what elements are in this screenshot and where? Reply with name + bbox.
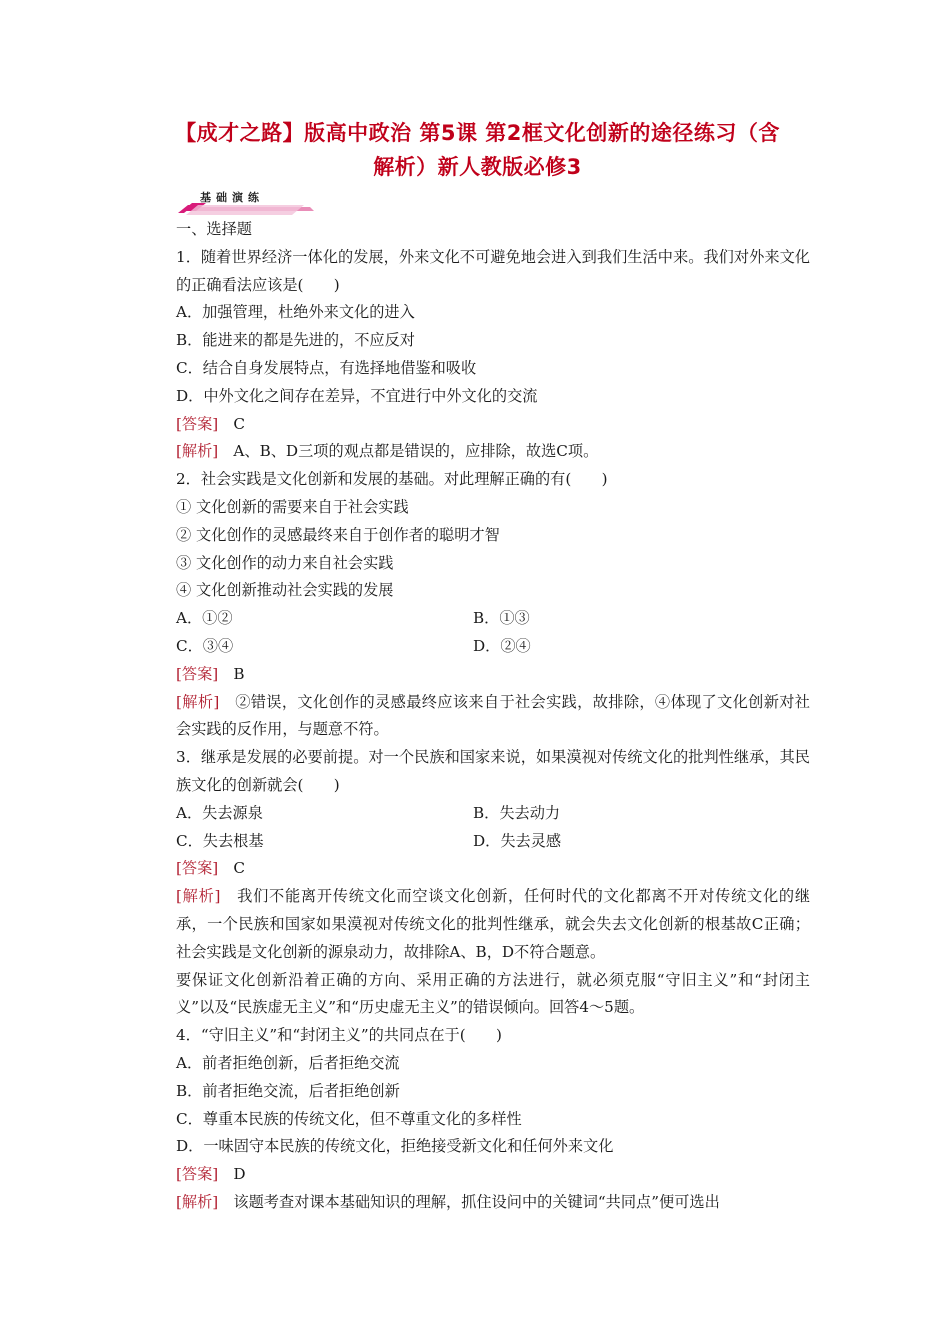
q2-option-c: C．③④ — [176, 636, 234, 655]
answer-tag: [答案] — [176, 859, 219, 878]
q1-answer — [145, 411, 810, 439]
q2-item-3: ③ 文化创作的动力来自社会实践 — [176, 553, 394, 572]
q4-option-a: A．前者拒绝创新，后者拒绝交流 — [176, 1053, 400, 1072]
analysis-tag: [解析] — [176, 1192, 219, 1211]
question-2-stem: 2．社会实践是文化创新和发展的基础。对此理解正确的有( ) — [176, 470, 608, 489]
q3-answer — [145, 855, 810, 883]
q4-answer — [145, 1161, 810, 1189]
q3-option-c: C．失去根基 — [176, 831, 264, 850]
q3-options-row-2 — [145, 828, 810, 856]
q2-answer — [145, 661, 810, 689]
q1-option-b: B．能进来的都是先进的，不应反对 — [176, 331, 415, 350]
q2-item-4: ④ 文化创新推动社会实践的发展 — [176, 581, 394, 600]
question-1-stem: 1．随着世界经济一体化的发展，外来文化不可避免地会进入到我们生活中来。我们对外来文化的正确看法应该是( ) — [176, 247, 810, 294]
answer-tag: [答案] — [176, 664, 219, 683]
analysis-tag: [解析] — [176, 442, 219, 461]
answer-tag: [答案] — [176, 1165, 219, 1184]
section-banner-label: 基础演练 — [200, 191, 264, 204]
analysis-text: ②错误，文化创作的灵感最终应该来自于社会实践，故排除，④体现了文化创新对社会实践的反作用，与题意不符。 — [176, 692, 810, 739]
q2-item-2: ② 文化创作的灵感最终来自于创作者的聪明才智 — [176, 525, 500, 544]
question-4-stem: 4．“守旧主义”和“封闭主义”的共同点在于( ) — [176, 1026, 502, 1045]
answer-value: D — [233, 1165, 246, 1184]
q1-option-c: C．结合自身发展特点，有选择地借鉴和吸收 — [176, 358, 477, 377]
q3-options-row-1 — [145, 800, 810, 828]
q1-analysis — [145, 438, 810, 466]
q4-option-d: D．一味固守本民族的传统文化，拒绝接受新文化和任何外来文化 — [176, 1137, 614, 1156]
title-line-1: 【成才之路】版高中政治 第5课 第2框文化创新的途径练习（含 — [175, 121, 780, 145]
q1-option-d: D．中外文化之间存在差异，不宜进行中外文化的交流 — [176, 386, 538, 405]
document-body — [145, 216, 810, 1217]
q2-option-b: B．①③ — [473, 609, 530, 628]
q2-option-a: A．①② — [176, 609, 233, 628]
answer-value: C — [233, 414, 246, 433]
q2-item-1: ① 文化创新的需要来自于社会实践 — [176, 497, 409, 516]
answer-value: B — [233, 664, 245, 683]
analysis-text: 该题考查对课本基础知识的理解，抓住设问中的关键词“共同点”便可选出 — [233, 1192, 720, 1211]
document-title — [145, 116, 810, 184]
q2-option-d: D．②④ — [473, 636, 531, 655]
material-intro: 要保证文化创新沿着正确的方向、采用正确的方法进行，就必须克服“守旧主义”和“封闭主义”以及“民族虚无主义”和“历史虚无主义”的错误倾向。回答4～5题。 — [176, 970, 810, 1017]
q4-analysis — [145, 1189, 810, 1217]
answer-tag: [答案] — [176, 414, 219, 433]
q3-option-b: B．失去动力 — [473, 803, 561, 822]
q4-option-b: B．前者拒绝交流，后者拒绝创新 — [176, 1081, 400, 1100]
q3-analysis — [145, 883, 810, 966]
analysis-tag: [解析] — [176, 887, 221, 906]
question-3-stem: 3．继承是发展的必要前提。对一个民族和国家来说，如果漠视对传统文化的批判性继承，其民族文化的创新就会( ) — [176, 748, 810, 794]
q4-option-c: C．尊重本民族的传统文化，但不尊重文化的多样性 — [176, 1109, 522, 1128]
q1-option-a: A．加强管理，杜绝外来文化的进入 — [176, 303, 415, 322]
q2-options-row-1 — [145, 605, 810, 633]
q2-options-row-2 — [145, 633, 810, 661]
analysis-tag: [解析] — [176, 692, 220, 711]
analysis-text: 我们不能离开传统文化而空谈文化创新，任何时代的文化都离不开对传统文化的继承，一个民族和国家如果漠视对传统文化的批判性继承，就会失去文化创新的根基故C正确；社会实践是文化创新的源泉动力，故排除A、B，D不符合题意。 — [176, 887, 811, 961]
title-line-2: 解析）新人教版必修3 — [373, 155, 582, 179]
analysis-text: A、B、D三项的观点都是错误的，应排除，故选C项。 — [233, 442, 599, 461]
section-heading: 一、选择题 — [176, 220, 252, 238]
q3-option-d: D．失去灵感 — [473, 831, 562, 850]
q2-analysis — [145, 689, 810, 745]
answer-value: C — [233, 859, 246, 878]
q3-option-a: A．失去源泉 — [176, 803, 263, 822]
